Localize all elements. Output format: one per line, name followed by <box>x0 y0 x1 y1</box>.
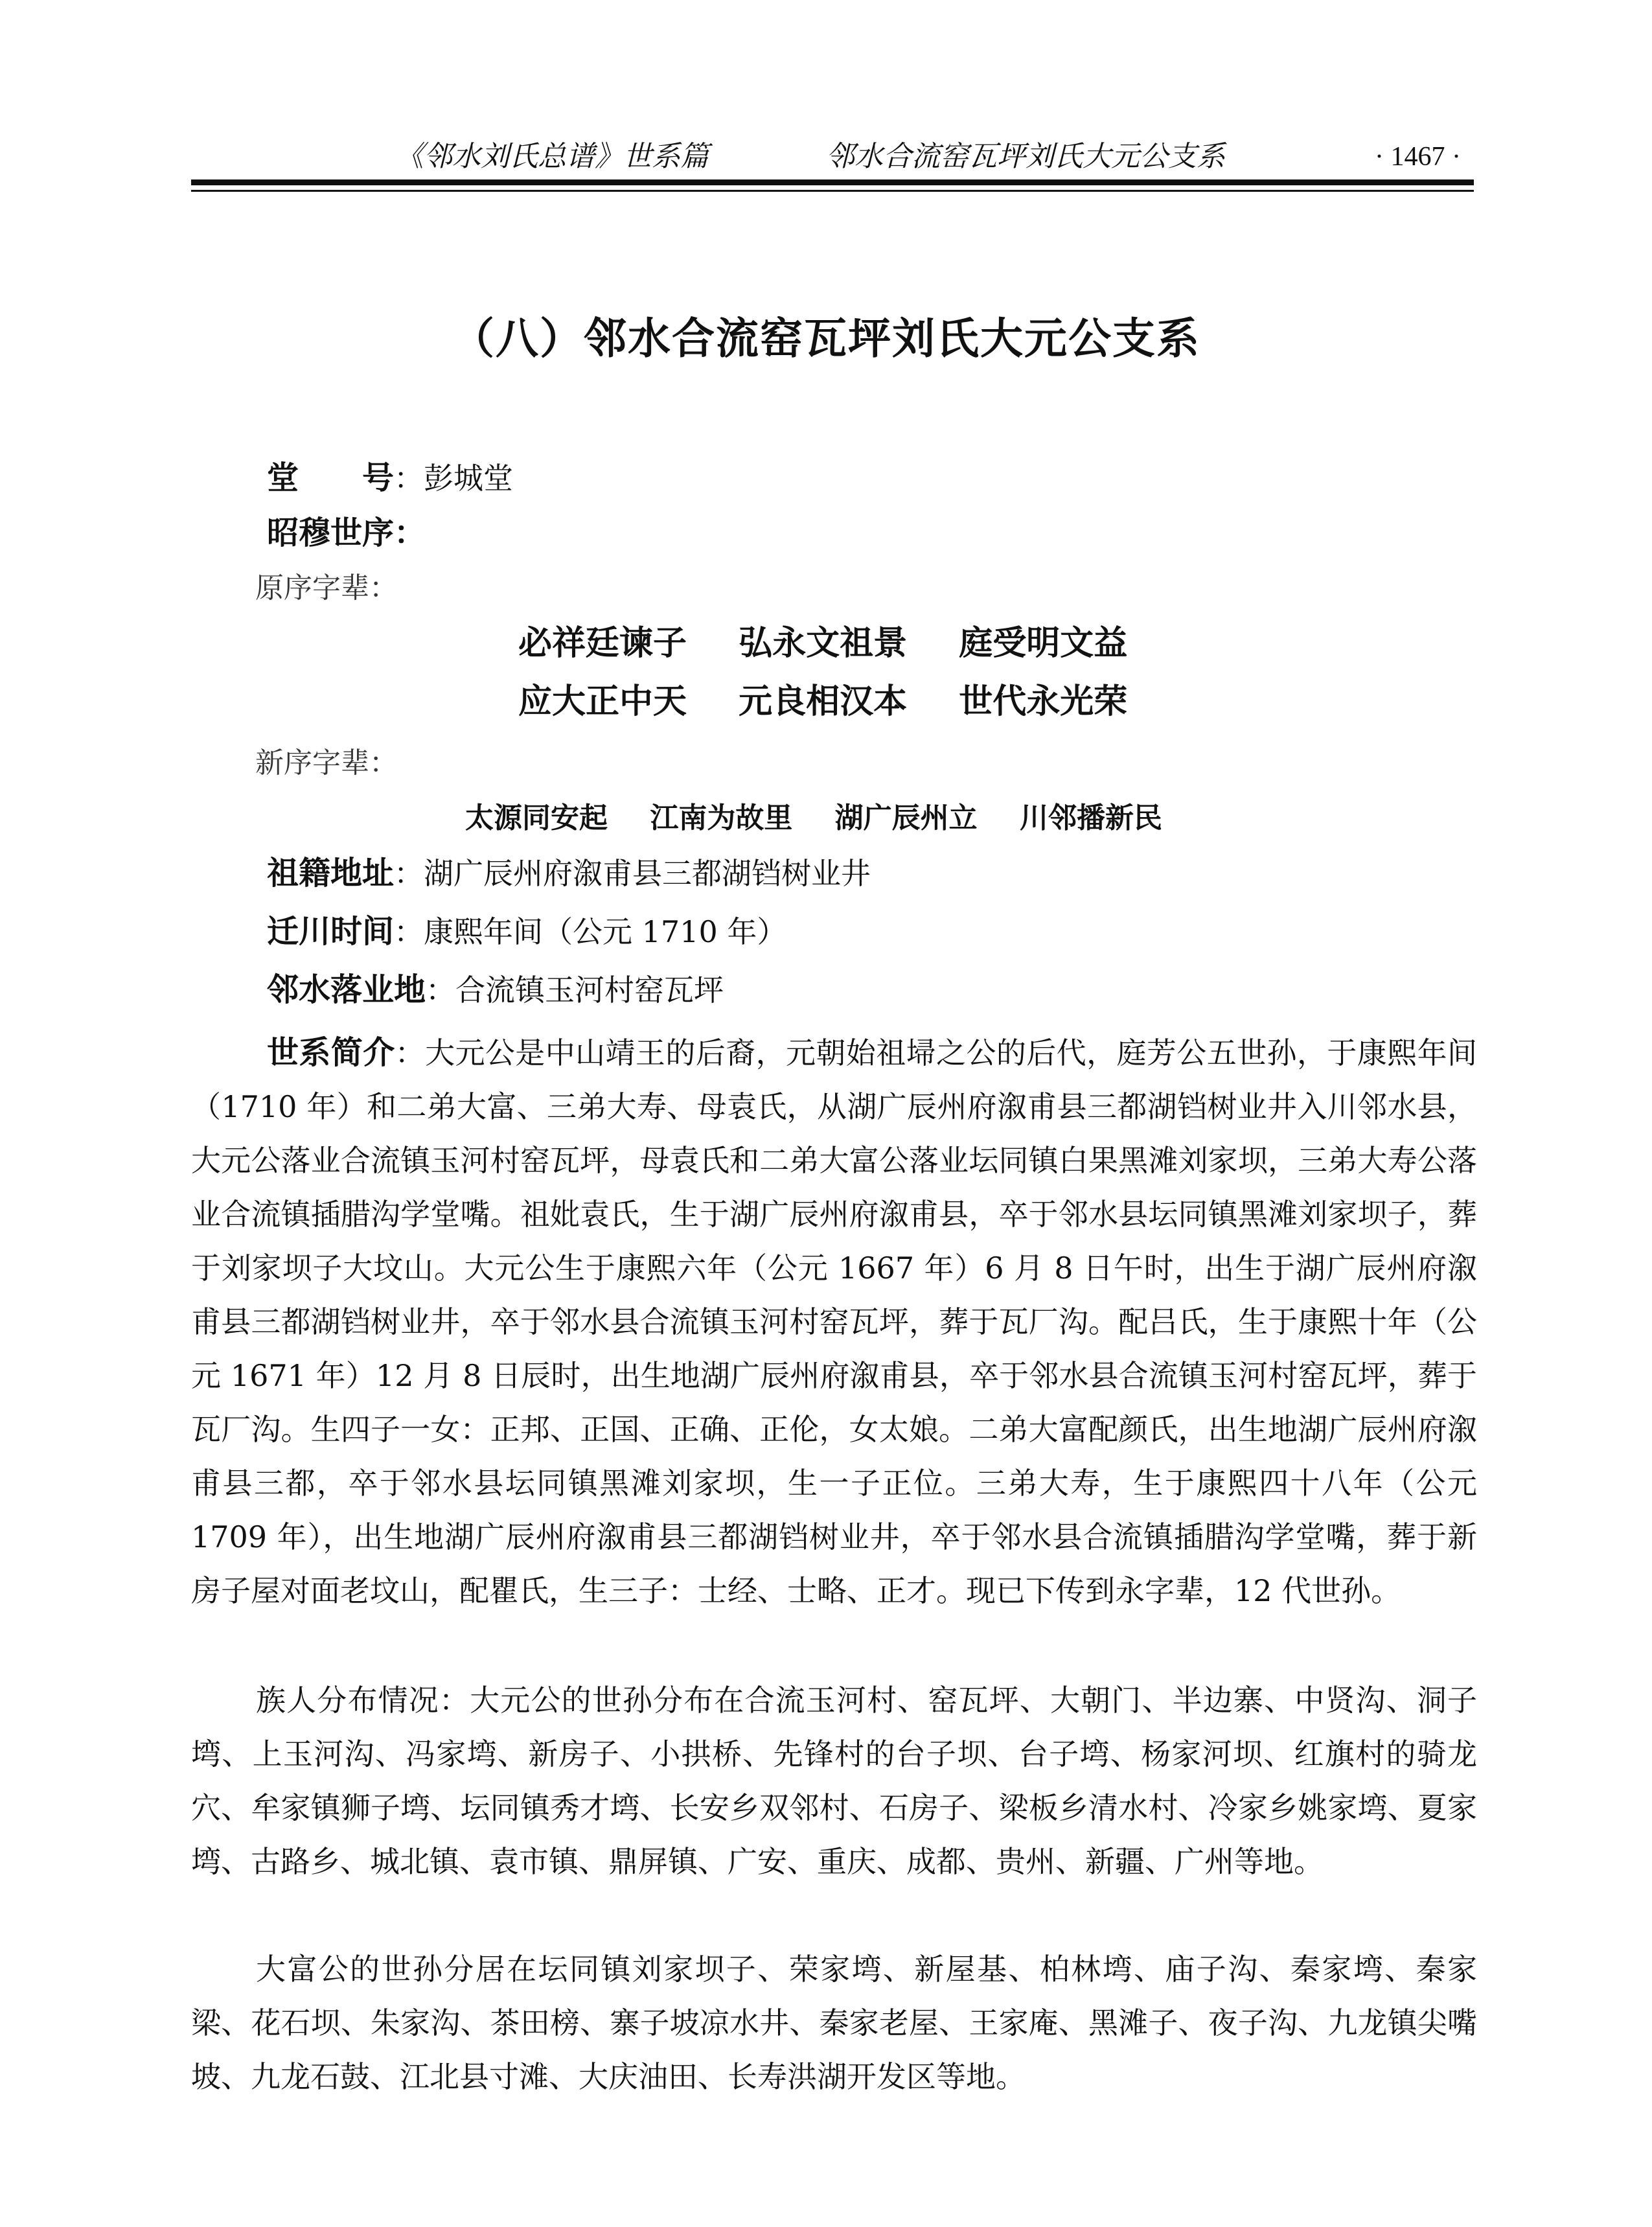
generation-phrase: 应大正中天 <box>518 682 687 721</box>
settlement-value: 合流镇玉河村窑瓦坪 <box>455 973 724 1008</box>
lineage-intro-paragraph: 世系简介：大元公是中山靖王的后裔，元朝始祖埽之公的后代，庭芳公五世孙，于康熙年间（1710 年）和二弟大富、三弟大寿、母袁氏，从湖广辰州府溆甫县三都湖铛树业井入川邻水县，大元公落业合流镇玉河村窑瓦坪，母袁氏和二弟大富公落业坛同镇白果黑滩刘家坝，三弟大寿公落业合流镇插腊沟学堂嘴。祖妣袁氏，生于湖广辰州府溆甫县，卒于邻水县坛同镇黑滩刘家坝子，葬于刘家坝子大坟山。大元公生于康熙六年（公元 1667 年）6 月 8 日午时，出生于湖广辰州府溆甫县三都湖铛树业井，卒于邻水县合流镇玉河村窑瓦坪，葬于瓦厂沟。配吕氏，生于康熙十年（公元 1671 年）12 月 8 日辰时，出生地湖广辰州府溆甫县，卒于邻水县合流镇玉河村窑瓦坪，葬于瓦厂沟。生四子一女：正邦、正国、正确、正伦，女太娘。二弟大富配颜氏，出生地湖广辰州府溆甫县三都，卒于邻水县坛同镇黑滩刘家坝，生一子正位。三弟大寿，生于康熙四十八年（公元 1709 年），出生地湖广辰州府溆甫县三都湖铛树业井，卒于邻水县合流镇插腊沟学堂嘴，葬于新房子屋对面老坟山，配瞿氏，生三子：士经、士略、正才。现已下传到永字辈，12 代世孙。 <box>191 1034 1477 1608</box>
page-title: （八）邻水合流窑瓦坪刘氏大元公支系 <box>452 314 1200 363</box>
generation-phrase: 江南为故里 <box>650 802 793 835</box>
migration-time-row: 迁川时间：康熙年间（公元 1710 年） <box>267 913 787 950</box>
header-rule-thick <box>191 179 1474 185</box>
original-order-line-1 <box>518 617 1127 669</box>
generation-phrase: 湖广辰州立 <box>834 802 978 835</box>
dafu-descendants-paragraph: 大富公的世孙分居在坛同镇刘家坝子、荣家塆、新屋基、柏林塆、庙子沟、秦家塆、秦家梁、花石坝、朱家沟、茶田榜、寨子坡凉水井、秦家老屋、王家庵、黑滩子、夜子沟、九龙镇尖嘴坡、九龙石鼓、江北县寸滩、大庆油田、长寿洪湖开发区等地。 <box>191 1952 1477 2094</box>
header-section-title: 邻水合流窑瓦坪刘氏大元公支系 <box>826 140 1225 173</box>
header-book-title: 《邻水刘氏总谱》世系篇 <box>395 140 709 173</box>
distribution-paragraph: 族人分布情况：大元公的世孙分布在合流玉河村、窑瓦坪、大朝门、半边寨、中贤沟、洞子塆、上玉河沟、冯家塆、新房子、小拱桥、先锋村的台子坝、台子塆、杨家河坝、红旗村的骑龙穴、牟家镇狮子塆、坛同镇秀才塆、长安乡双邻村、石房子、梁板乡清水村、冷家乡姚家塆、夏家塆、古路乡、城北镇、袁市镇、鼎屏镇、广安、重庆、成都、贵州、新疆、广州等地。 <box>191 1683 1477 1879</box>
ancestral-address-value: 湖广辰州府溆甫县三都湖铛树业井 <box>424 856 871 891</box>
generation-phrase: 弘永文祖景 <box>739 624 908 663</box>
generation-phrase: 川邻播新民 <box>1019 802 1162 835</box>
original-order-label: 原序字辈： <box>255 571 398 605</box>
generation-phrase: 庭受明文益 <box>959 624 1128 663</box>
generation-phrase: 世代永光荣 <box>959 682 1128 721</box>
settlement-label: 邻水落业地 <box>267 971 426 1008</box>
hall-name-label: 堂 号 <box>267 459 395 496</box>
page-number: · 1467 · <box>1375 142 1461 172</box>
settlement-row: 邻水落业地：合流镇玉河村窑瓦坪 <box>267 971 724 1008</box>
lineage-intro-text: 大元公是中山靖王的后裔，元朝始祖埽之公的后代，庭芳公五世孙，于康熙年间（1710 年）和二弟大富、三弟大寿、母袁氏，从湖广辰州府溆甫县三都湖铛树业井入川邻水县，大元公落业合流镇玉河村窑瓦坪，母袁氏和二弟大富公落业坛同镇白果黑滩刘家坝，三弟大寿公落业合流镇插腊沟学堂嘴。祖妣袁氏，生于湖广辰州府溆甫县，卒于邻水县坛同镇黑滩刘家坝子，葬于刘家坝子大坟山。大元公生于康熙六年（公元 1667 年）6 月 8 日午时，出生于湖广辰州府溆甫县三都湖铛树业井，卒于邻水县合流镇玉河村窑瓦坪，葬于瓦厂沟。配吕氏，生于康熙十年（公元 1671 年）12 月 8 日辰时，出生地湖广辰州府溆甫县，卒于邻水县合流镇玉河村窑瓦坪，葬于瓦厂沟。生四子一女：正邦、正国、正确、正伦，女太娘。二弟大富配颜氏，出生地湖广辰州府溆甫县三都，卒于邻水县坛同镇黑滩刘家坝，生一子正位。三弟大寿，生于康熙四十八年（公元 1709 年），出生地湖广辰州府溆甫县三都湖铛树业井，卒于邻水县合流镇插腊沟学堂嘴，葬于新房子屋对面老坟山，配瞿氏，生三子：士经、士略、正才。现已下传到永字辈，12 代世孙。 <box>191 1035 1477 1608</box>
generation-phrase: 必祥廷谏子 <box>518 624 687 663</box>
generation-order-row <box>267 507 426 559</box>
new-order-label: 新序字辈： <box>255 746 398 779</box>
new-order-line <box>465 792 1162 844</box>
lineage-intro-label: 世系简介 <box>267 1034 395 1071</box>
generation-order-label: 昭穆世序： <box>267 514 426 551</box>
header-rule-thin <box>191 190 1474 192</box>
original-order-line-2 <box>518 676 1127 728</box>
hall-name-value: 彭城堂 <box>424 461 514 496</box>
hall-name-row: 堂 号：彭城堂 <box>267 459 514 496</box>
generation-phrase: 太源同安起 <box>465 802 608 835</box>
running-header <box>191 137 1474 176</box>
migration-time-label: 迁川时间 <box>267 913 395 950</box>
ancestral-address-label: 祖籍地址 <box>267 855 395 892</box>
ancestral-address-row: 祖籍地址：湖广辰州府溆甫县三都湖铛树业井 <box>267 855 871 892</box>
generation-phrase: 元良相汉本 <box>739 682 908 721</box>
migration-time-value: 康熙年间（公元 1710 年） <box>424 914 787 949</box>
